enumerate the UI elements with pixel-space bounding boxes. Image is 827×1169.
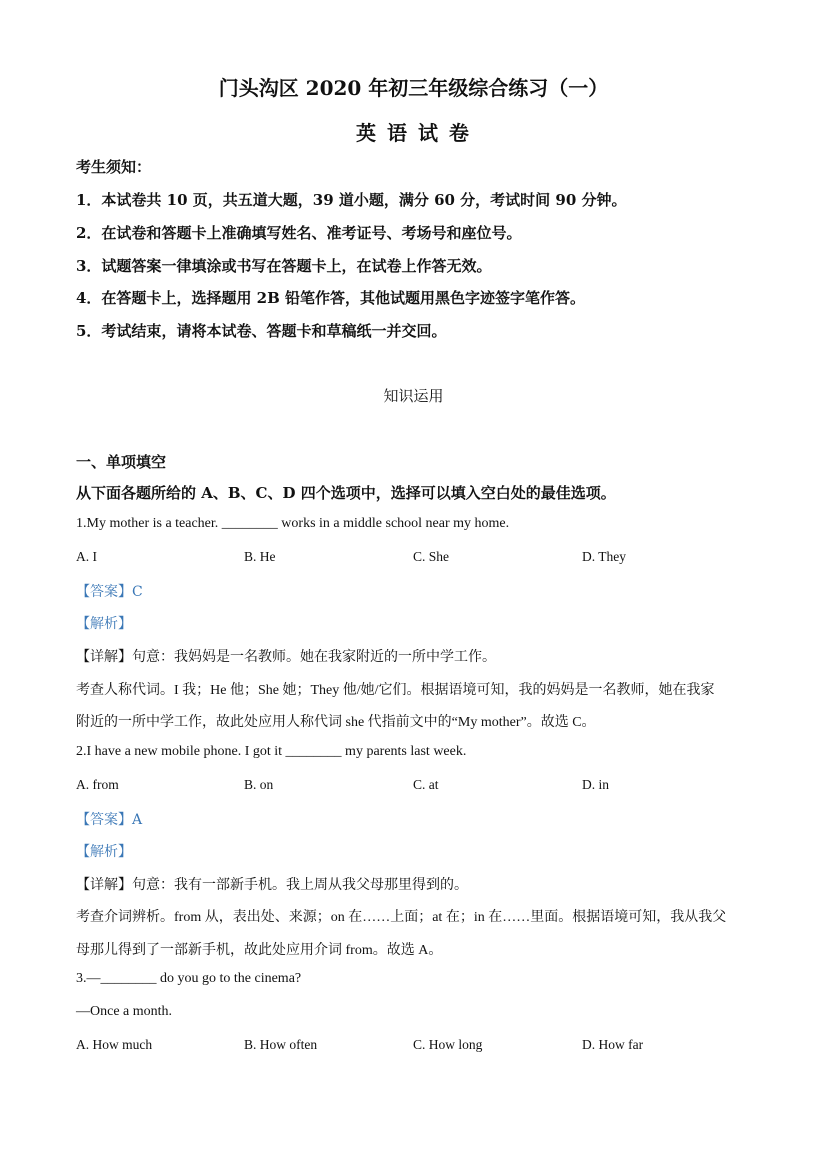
option-c: C. She bbox=[413, 549, 450, 564]
exam-title: 门头沟区 2020 年初三年级综合练习（一） bbox=[218, 76, 609, 100]
option-a: A. from bbox=[76, 777, 119, 792]
option-c: C. How long bbox=[413, 1037, 483, 1052]
detail-text: 【详解】句意：我妈妈是一名教师。她在我家附近的一所中学工作。 bbox=[76, 650, 496, 665]
question-stem: 3.—________ do you go to the cinema? bbox=[76, 971, 302, 986]
option-a: A. How much bbox=[76, 1037, 153, 1052]
notice-heading: 考生须知： bbox=[76, 158, 152, 176]
question-stem: 2.I have a new mobile phone. I got it ________ my parents last week. bbox=[76, 744, 467, 759]
detail-text: 【详解】句意：我有一部新手机。我上周从我父母那里得到的。 bbox=[76, 878, 468, 893]
question-reply: —Once a month. bbox=[76, 1004, 173, 1019]
option-b: B. How often bbox=[244, 1037, 318, 1052]
explain-text: 母那儿得到了一部新手机，故此处应用介词 from。故选 A。 bbox=[76, 943, 443, 958]
answer-label: 【答案】A bbox=[76, 812, 143, 828]
notice-item: 5．考试结束，请将本试卷、答题卡和草稿纸一并交回。 bbox=[76, 322, 447, 340]
notice-item: 1．本试卷共 10 页，共五道大题，39 道小题，满分 60 分，考试时间 90 分钟。 bbox=[76, 191, 627, 209]
exam-subtitle: 英 语 试 卷 bbox=[356, 121, 471, 145]
option-a: A. I bbox=[76, 549, 97, 564]
option-d: D. How far bbox=[582, 1037, 644, 1052]
explain-text: 考查介词辨析。from 从，表出处、来源；on 在……上面；at 在；in 在……里面。根据语境可知，我从我父 bbox=[76, 910, 727, 925]
explain-text: 附近的一所中学工作，故此处应用人称代词 she 代指前文中的“My mother”。故选 C。 bbox=[76, 715, 596, 730]
explain-text: 考查人称代词。I 我；He 他；She 她；They 他/她/它们。根据语境可知，我的妈妈是一名教师，她在我家 bbox=[76, 683, 715, 698]
question-stem: 1.My mother is a teacher. ________ works in a middle school near my home. bbox=[76, 516, 510, 531]
notice-item: 2．在试卷和答题卡上准确填写姓名、准考证号、考场号和座位号。 bbox=[76, 224, 522, 242]
option-c: C. at bbox=[413, 777, 439, 792]
notice-item: 4．在答题卡上，选择题用 2B 铅笔作答，其他试题用黑色字迹签字笔作答。 bbox=[76, 289, 585, 307]
section-instruction: 从下面各题所给的 A、B、C、D 四个选项中，选择可以填入空白处的最佳选项。 bbox=[76, 484, 616, 502]
option-d: D. in bbox=[582, 777, 609, 792]
notice-item: 3．试题答案一律填涂或书写在答题卡上，在试卷上作答无效。 bbox=[76, 257, 492, 275]
answer-label: 【答案】C bbox=[76, 584, 143, 600]
analysis-label: 【解析】 bbox=[76, 616, 132, 632]
analysis-label: 【解析】 bbox=[76, 844, 132, 860]
option-b: B. He bbox=[244, 549, 276, 564]
section-heading: 一、单项填空 bbox=[76, 453, 167, 471]
option-d: D. They bbox=[582, 549, 626, 564]
option-b: B. on bbox=[244, 777, 274, 792]
part-title: 知识运用 bbox=[383, 387, 444, 405]
